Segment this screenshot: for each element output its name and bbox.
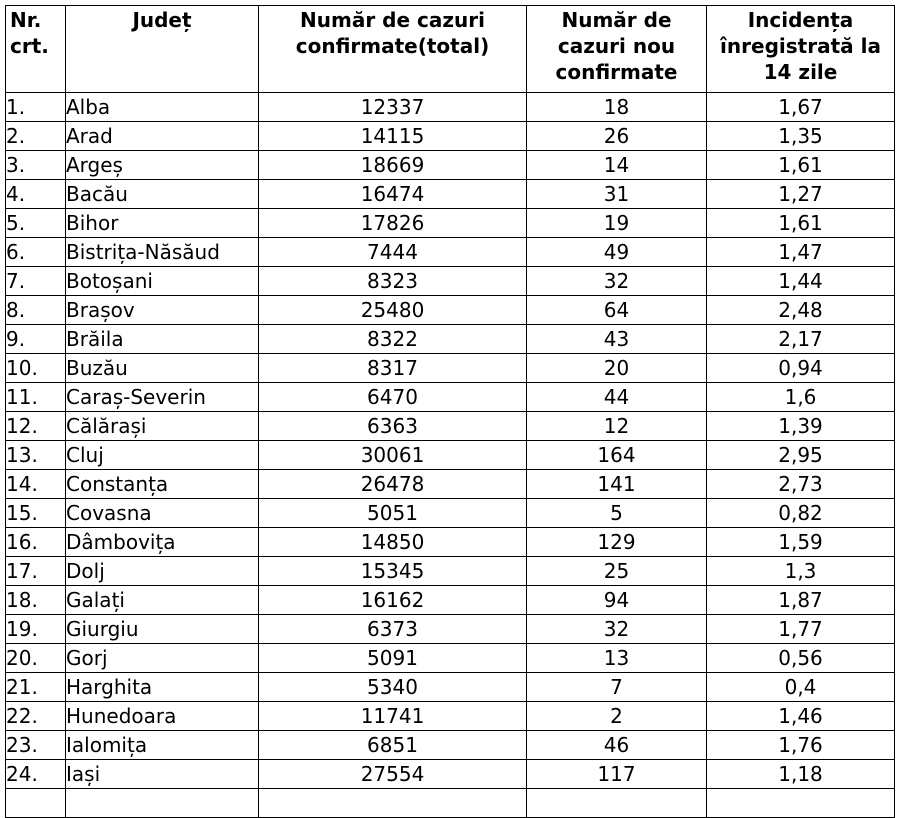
table-header <box>6 6 895 93</box>
cell-new-cases: 32 <box>527 615 707 644</box>
cell-total-cases: 8317 <box>259 354 527 383</box>
cell-incidence: 1,39 <box>707 412 895 441</box>
table-row <box>6 325 895 354</box>
cell-incidence: 1,6 <box>707 383 895 412</box>
cell-judet: Dolj <box>66 557 259 586</box>
cell-incidence: 0,56 <box>707 644 895 673</box>
header-row <box>6 6 895 93</box>
table-row <box>6 209 895 238</box>
cell-new-cases: 26 <box>527 122 707 151</box>
cell-incidence: 2,48 <box>707 296 895 325</box>
cell-total-cases: 5340 <box>259 673 527 702</box>
cell-judet: Bihor <box>66 209 259 238</box>
cell-empty <box>707 789 895 818</box>
cell-total-cases: 12337 <box>259 93 527 122</box>
cell-incidence: 0,94 <box>707 354 895 383</box>
cell-judet: Brăila <box>66 325 259 354</box>
cell-new-cases: 43 <box>527 325 707 354</box>
cell-total-cases: 25480 <box>259 296 527 325</box>
cell-incidence: 0,4 <box>707 673 895 702</box>
cell-new-cases: 64 <box>527 296 707 325</box>
cell-incidence: 1,87 <box>707 586 895 615</box>
cell-nr-crt: 7. <box>6 267 66 296</box>
header-nr-crt: Nr. crt. <box>6 6 66 93</box>
cell-judet: Giurgiu <box>66 615 259 644</box>
cell-judet: Hunedoara <box>66 702 259 731</box>
cell-total-cases: 11741 <box>259 702 527 731</box>
table-row <box>6 238 895 267</box>
cell-total-cases: 6470 <box>259 383 527 412</box>
cell-nr-crt: 9. <box>6 325 66 354</box>
cell-total-cases: 6363 <box>259 412 527 441</box>
cell-incidence: 1,46 <box>707 702 895 731</box>
cell-nr-crt: 17. <box>6 557 66 586</box>
cell-judet: Argeș <box>66 151 259 180</box>
cell-judet: Harghita <box>66 673 259 702</box>
cell-incidence: 1,44 <box>707 267 895 296</box>
cell-judet: Botoșani <box>66 267 259 296</box>
cell-nr-crt: 3. <box>6 151 66 180</box>
cell-incidence: 1,67 <box>707 93 895 122</box>
cell-new-cases: 5 <box>527 499 707 528</box>
cell-new-cases: 49 <box>527 238 707 267</box>
table-row <box>6 702 895 731</box>
cell-judet: Galați <box>66 586 259 615</box>
cell-nr-crt: 19. <box>6 615 66 644</box>
cell-judet: Buzău <box>66 354 259 383</box>
cell-new-cases: 141 <box>527 470 707 499</box>
table-body <box>6 93 895 818</box>
cell-empty <box>259 789 527 818</box>
table-row <box>6 470 895 499</box>
cell-nr-crt: 14. <box>6 470 66 499</box>
cell-nr-crt: 12. <box>6 412 66 441</box>
cell-nr-crt: 6. <box>6 238 66 267</box>
table-row <box>6 528 895 557</box>
table-row <box>6 731 895 760</box>
cell-new-cases: 18 <box>527 93 707 122</box>
header-new-cases: Număr de cazuri nou confirmate <box>527 6 707 93</box>
cell-new-cases: 19 <box>527 209 707 238</box>
cell-incidence: 2,17 <box>707 325 895 354</box>
cell-total-cases: 30061 <box>259 441 527 470</box>
header-incidence: Incidența înregistrată la 14 zile <box>707 6 895 93</box>
table-row <box>6 499 895 528</box>
cell-nr-crt: 1. <box>6 93 66 122</box>
table-row <box>6 615 895 644</box>
cell-nr-crt: 16. <box>6 528 66 557</box>
header-judet: Județ <box>66 6 259 93</box>
cell-incidence: 1,61 <box>707 151 895 180</box>
cell-total-cases: 7444 <box>259 238 527 267</box>
table-row <box>6 122 895 151</box>
cell-total-cases: 14850 <box>259 528 527 557</box>
cell-judet: Cluj <box>66 441 259 470</box>
cell-judet: Brașov <box>66 296 259 325</box>
cell-new-cases: 7 <box>527 673 707 702</box>
cell-nr-crt: 15. <box>6 499 66 528</box>
cell-new-cases: 46 <box>527 731 707 760</box>
cell-total-cases: 6851 <box>259 731 527 760</box>
covid-cases-table <box>5 5 895 818</box>
cell-new-cases: 164 <box>527 441 707 470</box>
cell-incidence: 1,3 <box>707 557 895 586</box>
cell-incidence: 1,18 <box>707 760 895 789</box>
cell-new-cases: 129 <box>527 528 707 557</box>
cell-new-cases: 94 <box>527 586 707 615</box>
cell-nr-crt: 22. <box>6 702 66 731</box>
header-total-cases: Număr de cazuri confirmate(total) <box>259 6 527 93</box>
table-row <box>6 354 895 383</box>
cell-total-cases: 8323 <box>259 267 527 296</box>
cell-nr-crt: 4. <box>6 180 66 209</box>
cell-new-cases: 13 <box>527 644 707 673</box>
cell-nr-crt: 11. <box>6 383 66 412</box>
cell-empty <box>66 789 259 818</box>
cell-empty <box>527 789 707 818</box>
cell-judet: Alba <box>66 93 259 122</box>
cell-nr-crt: 20. <box>6 644 66 673</box>
cell-new-cases: 31 <box>527 180 707 209</box>
cell-nr-crt: 13. <box>6 441 66 470</box>
cell-judet: Gorj <box>66 644 259 673</box>
cell-nr-crt: 24. <box>6 760 66 789</box>
cell-judet: Bacău <box>66 180 259 209</box>
cell-total-cases: 6373 <box>259 615 527 644</box>
cell-nr-crt: 10. <box>6 354 66 383</box>
cell-judet: Dâmbovița <box>66 528 259 557</box>
cell-empty <box>6 789 66 818</box>
cell-new-cases: 117 <box>527 760 707 789</box>
cell-incidence: 1,27 <box>707 180 895 209</box>
cell-incidence: 0,82 <box>707 499 895 528</box>
cell-incidence: 2,73 <box>707 470 895 499</box>
cell-new-cases: 25 <box>527 557 707 586</box>
cell-incidence: 1,61 <box>707 209 895 238</box>
cell-new-cases: 14 <box>527 151 707 180</box>
cell-incidence: 1,77 <box>707 615 895 644</box>
cell-total-cases: 18669 <box>259 151 527 180</box>
table-row <box>6 267 895 296</box>
cell-incidence: 1,59 <box>707 528 895 557</box>
cell-nr-crt: 2. <box>6 122 66 151</box>
table-row <box>6 93 895 122</box>
cell-total-cases: 8322 <box>259 325 527 354</box>
cell-total-cases: 27554 <box>259 760 527 789</box>
cell-new-cases: 12 <box>527 412 707 441</box>
cell-incidence: 1,47 <box>707 238 895 267</box>
cell-total-cases: 16474 <box>259 180 527 209</box>
cell-new-cases: 44 <box>527 383 707 412</box>
cell-nr-crt: 8. <box>6 296 66 325</box>
cell-judet: Caraș-Severin <box>66 383 259 412</box>
cell-judet: Iași <box>66 760 259 789</box>
table-row <box>6 180 895 209</box>
cell-nr-crt: 21. <box>6 673 66 702</box>
cell-new-cases: 2 <box>527 702 707 731</box>
cell-nr-crt: 5. <box>6 209 66 238</box>
cell-total-cases: 26478 <box>259 470 527 499</box>
cell-total-cases: 16162 <box>259 586 527 615</box>
cell-total-cases: 17826 <box>259 209 527 238</box>
table-row <box>6 760 895 789</box>
cell-incidence: 1,76 <box>707 731 895 760</box>
cell-total-cases: 5051 <box>259 499 527 528</box>
cell-judet: Arad <box>66 122 259 151</box>
cell-new-cases: 20 <box>527 354 707 383</box>
table-row <box>6 383 895 412</box>
cell-nr-crt: 23. <box>6 731 66 760</box>
cell-total-cases: 15345 <box>259 557 527 586</box>
cell-judet: Ialomița <box>66 731 259 760</box>
table-row-partial <box>6 789 895 818</box>
cell-total-cases: 14115 <box>259 122 527 151</box>
table-row <box>6 644 895 673</box>
cell-nr-crt: 18. <box>6 586 66 615</box>
cell-new-cases: 32 <box>527 267 707 296</box>
cell-judet: Constanța <box>66 470 259 499</box>
table-row <box>6 296 895 325</box>
cell-judet: Covasna <box>66 499 259 528</box>
cell-incidence: 1,35 <box>707 122 895 151</box>
table-row <box>6 151 895 180</box>
table-row <box>6 586 895 615</box>
cell-incidence: 2,95 <box>707 441 895 470</box>
table-row <box>6 412 895 441</box>
table-row <box>6 557 895 586</box>
table-row <box>6 673 895 702</box>
cell-total-cases: 5091 <box>259 644 527 673</box>
cell-judet: Bistrița-Năsăud <box>66 238 259 267</box>
table-row <box>6 441 895 470</box>
cell-judet: Călărași <box>66 412 259 441</box>
